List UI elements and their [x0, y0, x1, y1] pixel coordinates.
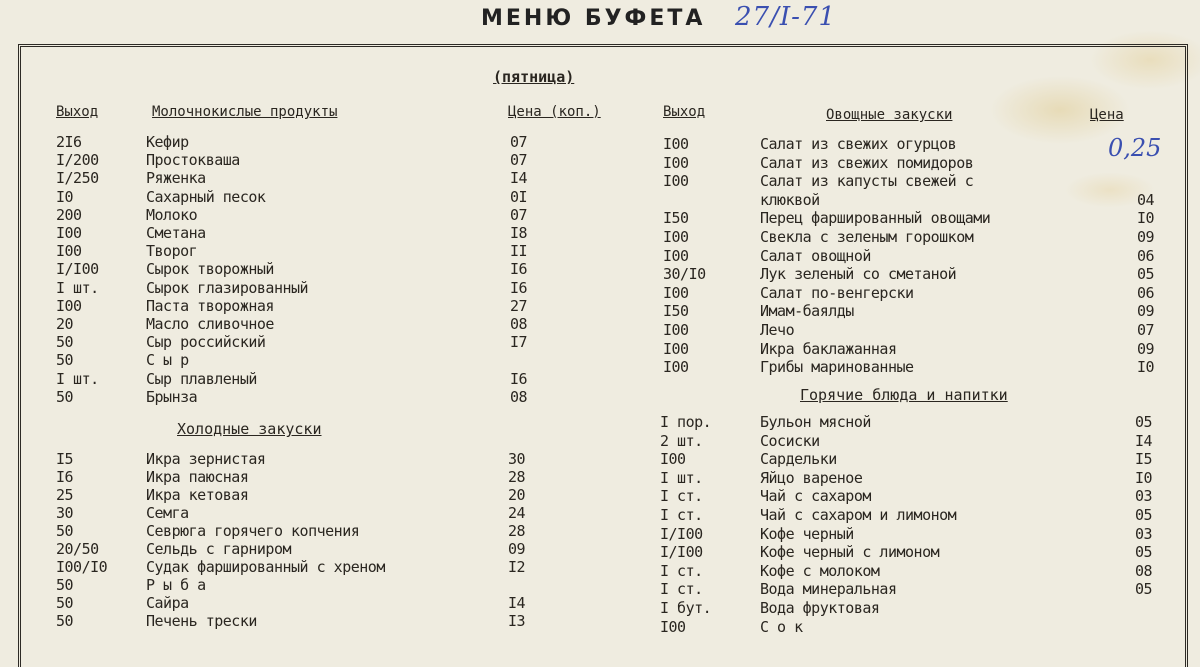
dish-name: Грибы маринованные	[760, 358, 914, 377]
dish-price: 09	[508, 540, 526, 558]
handwritten-date: 27/I-71	[735, 2, 836, 32]
output-amount: I/I00	[660, 524, 703, 543]
dish-name: Лечо	[760, 321, 795, 339]
dish-name: Кофе с молоком	[760, 561, 880, 580]
right-header-category: Овощные закуски	[826, 107, 953, 123]
output-amount: I00	[663, 172, 689, 191]
output-amount: I00	[663, 339, 689, 358]
dish-price: 05	[1135, 413, 1153, 431]
dish-name: Икра паюсная	[146, 468, 249, 486]
dish-price: I7	[510, 333, 528, 352]
dish-price: 27	[510, 296, 528, 315]
dish-name: Простокваша	[146, 151, 240, 170]
dish-price: 07	[510, 205, 528, 224]
dish-price: 28	[508, 522, 526, 540]
output-amount: 20/50	[56, 540, 99, 558]
output-amount: I/200	[56, 151, 99, 170]
dish-price: 09	[1137, 302, 1155, 321]
dish-price: 07	[510, 133, 528, 151]
dish-price: 07	[510, 151, 528, 170]
dish-name: Сырок глазированный	[146, 278, 309, 297]
dish-price: 05	[1137, 265, 1155, 284]
dish-name: Салат по-венгерски	[760, 283, 914, 302]
dish-name: Творог	[146, 242, 198, 261]
dish-name: Сайра	[146, 594, 189, 612]
output-amount: 25	[56, 486, 74, 504]
output-amount: I00	[663, 228, 689, 246]
dish-price: 05	[1135, 506, 1153, 524]
dish-name: Молоко	[146, 205, 198, 224]
cold-appetizers-title: Холодные закуски	[177, 420, 322, 438]
output-amount: 50	[56, 387, 74, 406]
dish-name: Икра баклажанная	[760, 339, 897, 358]
dish-name: Сардельки	[760, 450, 837, 469]
dish-name: Салат овощной	[760, 246, 871, 265]
left-header-output: Выход	[56, 104, 99, 120]
handwritten-price: 0,25	[1108, 134, 1162, 162]
dish-name: Вода минеральная	[760, 580, 897, 599]
output-amount: I00	[56, 296, 82, 315]
dish-name: Брынза	[146, 387, 198, 406]
dish-price: I6	[510, 278, 528, 297]
dish-name: Салат из свежих помидоров	[760, 153, 974, 172]
right-header-output: Выход	[663, 104, 706, 120]
dish-price: I2	[508, 558, 526, 576]
output-amount: 50	[56, 594, 74, 612]
dish-name: Судак фаршированный с хреном	[146, 558, 385, 576]
output-amount: 30/I0	[663, 265, 706, 284]
output-amount: I00	[663, 283, 689, 302]
output-amount: I00	[663, 153, 689, 172]
dish-name: Сельдь с гарниром	[146, 540, 292, 558]
output-amount: I пор.	[660, 413, 712, 431]
dish-price: 04	[1137, 190, 1155, 209]
output-amount: I00	[660, 617, 686, 636]
output-amount: I бут.	[660, 599, 712, 617]
right-header-price: Цена	[1090, 107, 1124, 123]
dish-name: клюквой	[760, 190, 820, 209]
dish-name: Семга	[146, 504, 189, 522]
dish-price: I4	[1135, 431, 1153, 450]
dish-name: Салат из капусты свежей с	[760, 172, 974, 191]
dish-name: Имам-баялды	[760, 302, 854, 321]
output-amount: I ст.	[660, 561, 703, 580]
dish-name: Икра зернистая	[146, 450, 266, 468]
dish-name: Лук зеленый со сметаной	[760, 265, 957, 284]
dish-price: 30	[508, 450, 526, 468]
dish-name: Яйцо вареное	[760, 468, 863, 487]
dish-price: 09	[1137, 228, 1155, 246]
dish-price: 03	[1135, 487, 1153, 506]
left-header-price: Цена (коп.)	[508, 104, 601, 120]
dish-name: Икра кетовая	[146, 486, 249, 504]
dish-price: 05	[1135, 543, 1153, 562]
output-amount: I00	[660, 450, 686, 469]
dish-name: Кефир	[146, 133, 189, 151]
hot-dishes-title: Горячие блюда и напитки	[800, 386, 1008, 404]
output-amount: 50	[56, 333, 74, 352]
dish-name: Вода фруктовая	[760, 599, 880, 617]
dish-price: 0I	[510, 187, 528, 206]
output-amount: I6	[56, 468, 74, 486]
frame-corner-ornament	[20, 46, 41, 67]
dish-price: I5	[1135, 450, 1153, 469]
output-amount: I50	[663, 209, 689, 228]
dish-price: 20	[508, 486, 526, 504]
dish-name: Ряженка	[146, 169, 206, 188]
dish-price: I3	[508, 612, 526, 630]
dish-name: Бульон мясной	[760, 413, 871, 431]
dish-name: С о к	[760, 617, 803, 636]
output-amount: I00	[56, 242, 82, 261]
dish-price: 06	[1137, 283, 1155, 302]
dish-name: Чай с сахаром	[760, 487, 871, 506]
output-amount: I ст.	[660, 487, 703, 506]
dish-name: Кофе черный с лимоном	[760, 543, 940, 562]
dish-price: 09	[1137, 339, 1155, 358]
output-amount: I/I00	[660, 543, 703, 562]
dish-name: Перец фаршированный овощами	[760, 209, 991, 228]
output-amount: 30	[56, 504, 74, 522]
output-amount: 20	[56, 315, 74, 333]
output-amount: 50	[56, 612, 74, 630]
dish-name: С ы р	[146, 351, 189, 370]
output-amount: 200	[56, 205, 82, 224]
output-amount: I/I00	[56, 260, 99, 279]
output-amount: I/250	[56, 169, 99, 188]
dish-name: Паста творожная	[146, 296, 274, 315]
dish-price: I6	[510, 369, 528, 388]
dish-price: 05	[1135, 580, 1153, 599]
output-amount: I ст.	[660, 580, 703, 599]
dish-price: 08	[1135, 561, 1153, 580]
output-amount: I00	[663, 246, 689, 265]
output-amount: I шт.	[56, 369, 99, 388]
dish-price: I0	[1137, 358, 1155, 377]
dish-name: Салат из свежих огурцов	[760, 135, 957, 153]
dish-name: Сыр плавленый	[146, 369, 257, 388]
dish-name: Сыр российский	[146, 333, 266, 352]
dish-price: I0	[1135, 468, 1153, 487]
output-amount: I шт.	[56, 278, 99, 297]
output-amount: I0	[56, 187, 74, 206]
dish-name: Свекла с зеленым горошком	[760, 228, 974, 246]
dish-price: 08	[510, 387, 528, 406]
dish-name: Масло сливочное	[146, 315, 274, 333]
dish-price: I4	[510, 169, 528, 188]
output-amount: I шт.	[660, 468, 703, 487]
dish-name: Сосиски	[760, 431, 820, 450]
output-amount: I50	[663, 302, 689, 321]
dish-name: Р ы б а	[146, 576, 206, 594]
dish-price: 28	[508, 468, 526, 486]
dish-price: I6	[510, 260, 528, 279]
dish-name: Севрюга горячего копчения	[146, 522, 360, 540]
output-amount: I00/I0	[56, 558, 108, 576]
dish-price: I0	[1137, 209, 1155, 228]
dish-name: Сметана	[146, 224, 206, 242]
dish-price: I8	[510, 224, 528, 242]
output-amount: I00	[663, 135, 689, 153]
dish-price: 08	[510, 315, 528, 333]
output-amount: 2I6	[56, 133, 82, 151]
menu-title: МЕНЮ БУФЕТА	[481, 6, 706, 31]
day-of-week: (пятница)	[493, 68, 575, 86]
output-amount: 50	[56, 351, 74, 370]
dish-name: Чай с сахаром и лимоном	[760, 506, 957, 524]
dish-price: II	[510, 242, 528, 261]
output-amount: 50	[56, 522, 74, 540]
dish-price: 06	[1137, 246, 1155, 265]
output-amount: 2 шт.	[660, 431, 703, 450]
output-amount: 50	[56, 576, 74, 594]
output-amount: I00	[663, 358, 689, 377]
output-amount: I ст.	[660, 506, 703, 524]
dish-price: 07	[1137, 321, 1155, 339]
dish-name: Печень трески	[146, 612, 257, 630]
dish-price: 24	[508, 504, 526, 522]
output-amount: I5	[56, 450, 74, 468]
left-header-category: Молочнокислые продукты	[152, 104, 338, 120]
dish-name: Сахарный песок	[146, 187, 266, 206]
output-amount: I00	[56, 224, 82, 242]
dish-name: Сырок творожный	[146, 260, 274, 279]
dish-price: I4	[508, 594, 526, 612]
dish-name: Кофе черный	[760, 524, 854, 543]
dish-price: 03	[1135, 524, 1153, 543]
output-amount: I00	[663, 321, 689, 339]
